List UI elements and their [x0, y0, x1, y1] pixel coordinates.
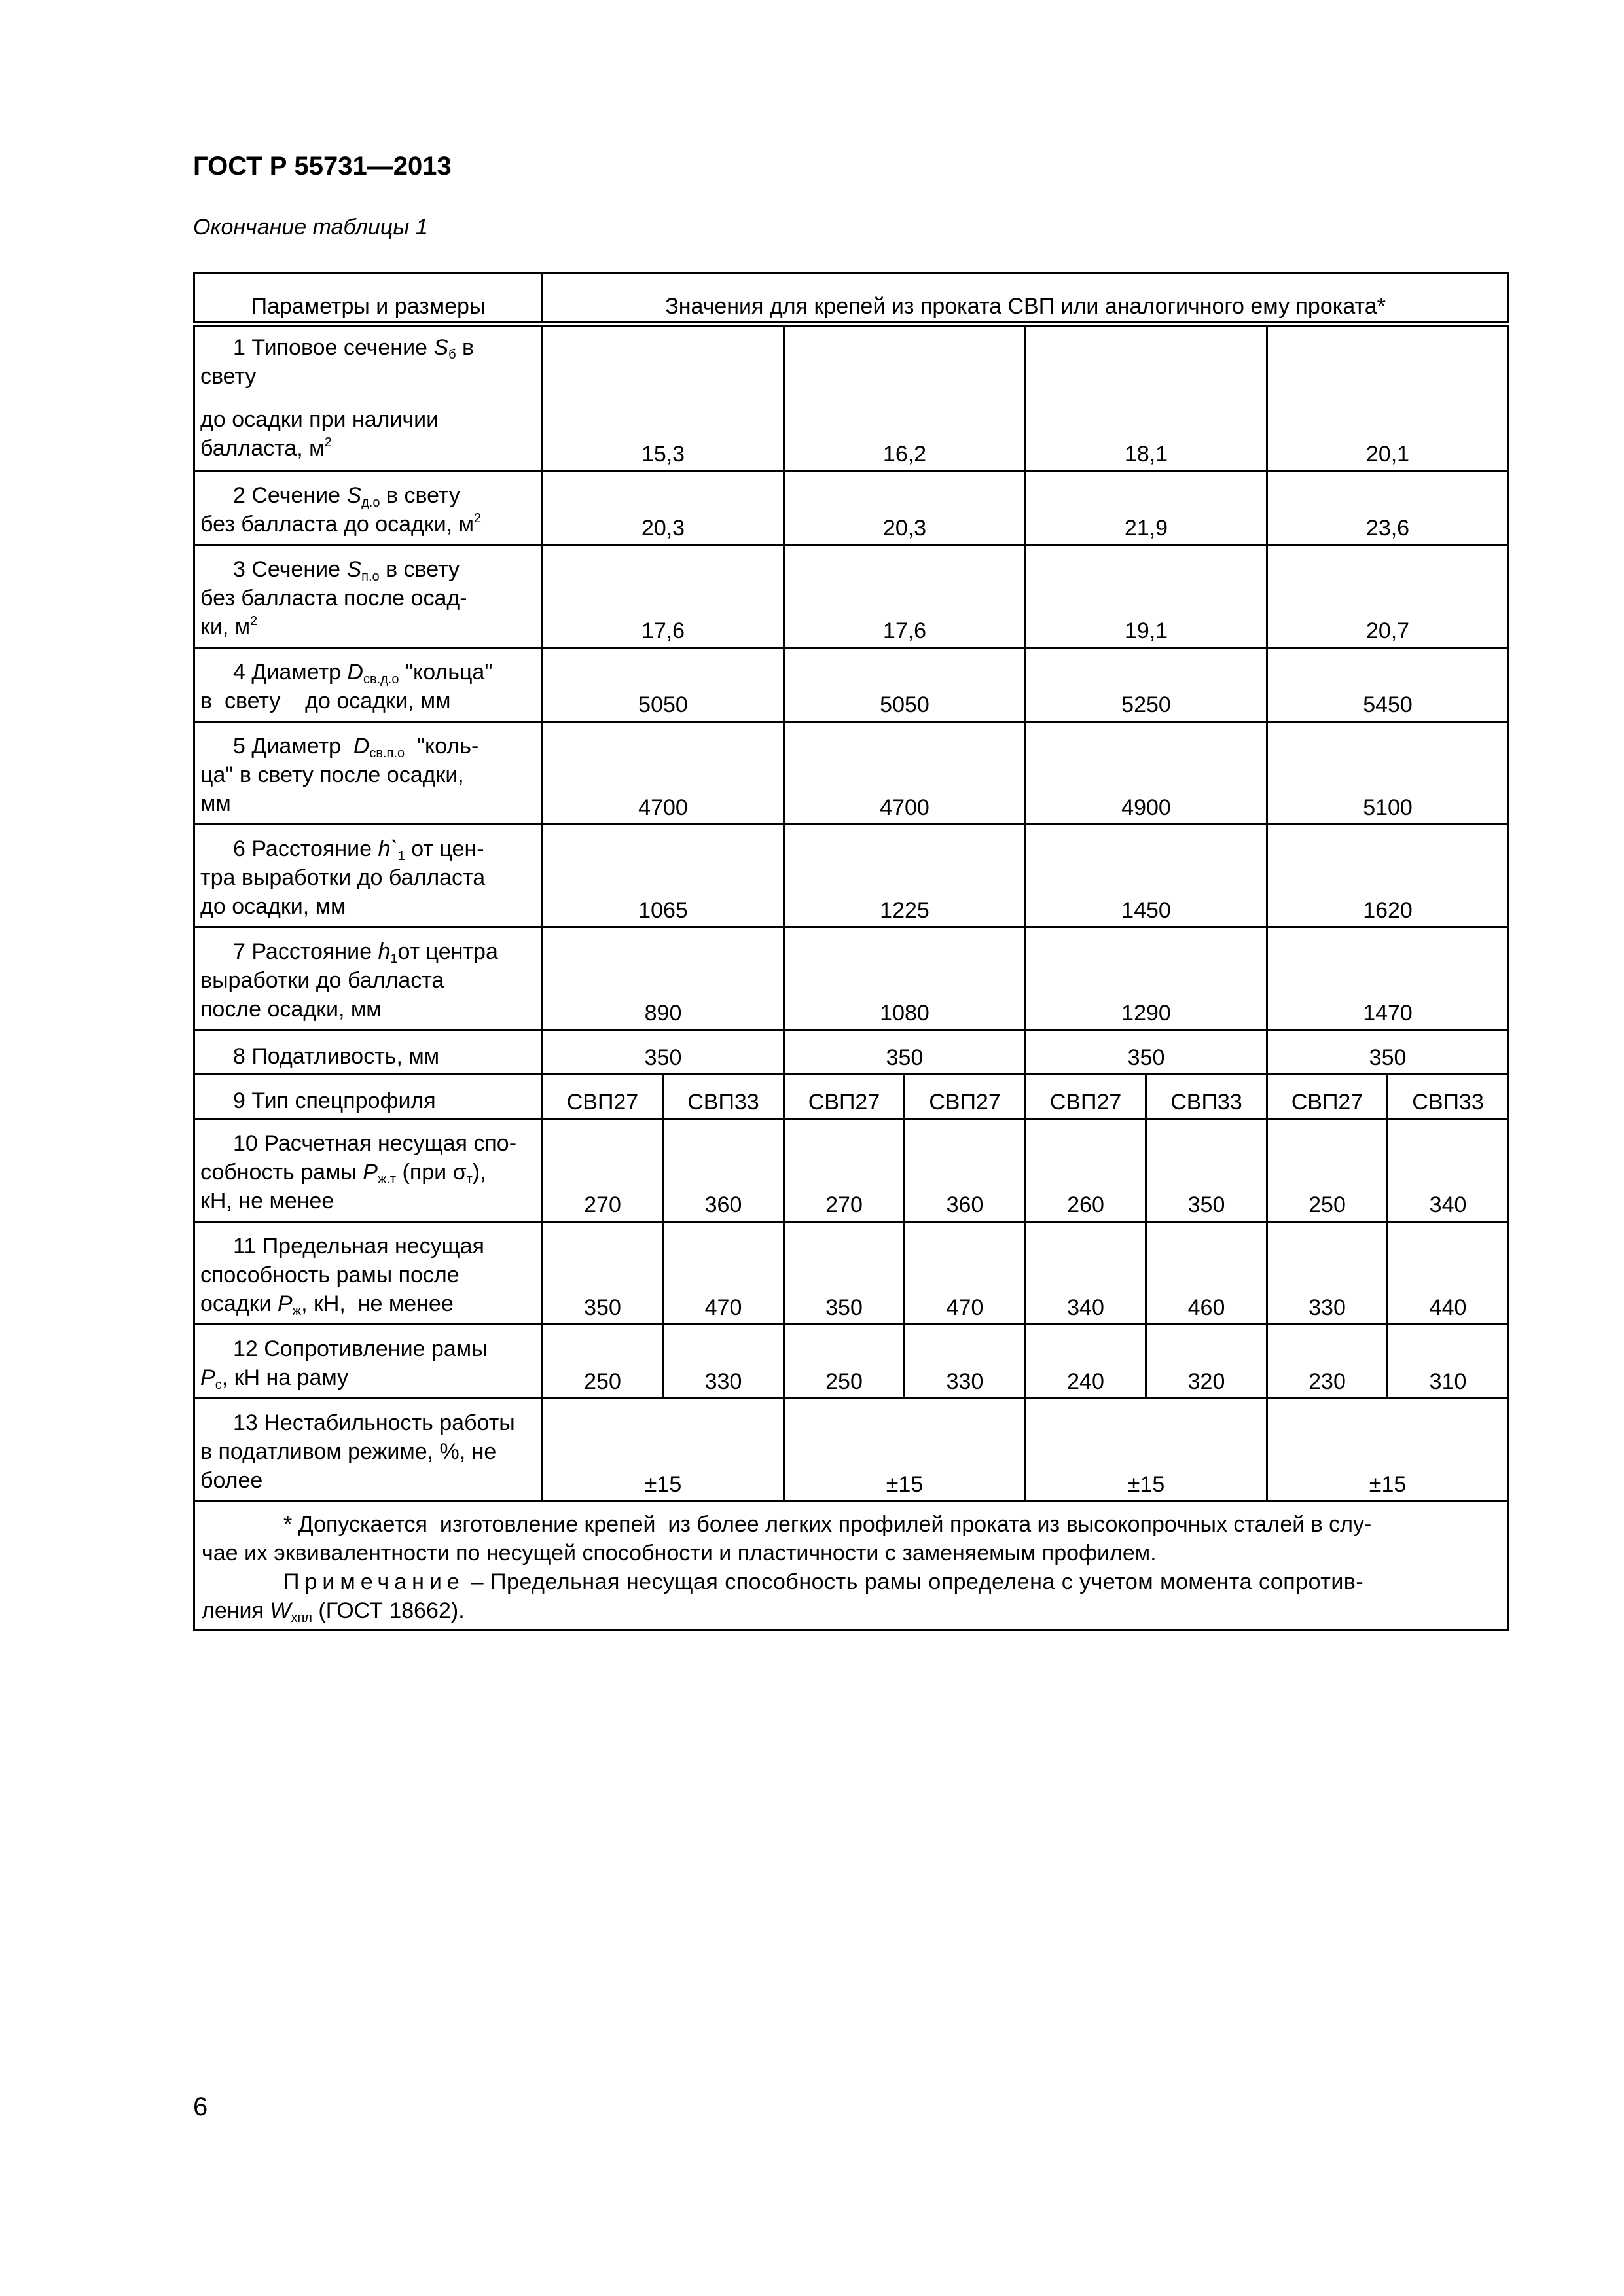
row10-value: 360	[663, 1119, 784, 1222]
parameters-table	[193, 272, 1509, 1631]
row4-value: 5250	[1026, 648, 1267, 722]
table-note	[194, 1501, 1509, 1630]
row8-param: 8 Податливость, мм	[194, 1030, 543, 1075]
table-row	[194, 648, 1509, 722]
table-caption: Окончание таблицы 1	[193, 215, 428, 240]
row7-value: 1290	[1026, 927, 1267, 1030]
row5-param: 5 Диаметр $D_{св.п.о}$ "коль- ца" в свету после осадки, мм	[194, 722, 543, 825]
row7-value: 1470	[1267, 927, 1509, 1030]
table-row	[194, 927, 1509, 1030]
row1-value: 15,3	[543, 324, 784, 471]
row13-value: ±15	[784, 1399, 1026, 1501]
row11-value: 350	[543, 1222, 663, 1325]
row4-value: 5050	[784, 648, 1026, 722]
row12-value: 320	[1146, 1325, 1267, 1399]
row5-value: 4700	[543, 722, 784, 825]
row9-value: СВП33	[1388, 1075, 1509, 1119]
row6-param: 6 Расстояние $h`_1$ от цен- тра выработки до балласта до осадки, мм	[194, 825, 543, 927]
table-row	[194, 471, 1509, 545]
table-row	[194, 545, 1509, 648]
row12-param: 12 Сопротивление рамы $P_с$, кН на раму	[194, 1325, 543, 1399]
table-row	[194, 825, 1509, 927]
table-row	[194, 1119, 1509, 1222]
row5-value: 4700	[784, 722, 1026, 825]
row8-value: 350	[1267, 1030, 1509, 1075]
row10-value: 270	[784, 1119, 905, 1222]
row3-param: 3 Сечение $S_{п.о}$ в свету без балласта после осад- ки, $м^2$	[194, 545, 543, 648]
row10-value: 350	[1146, 1119, 1267, 1222]
row8-value: 350	[1026, 1030, 1267, 1075]
row1-value: 16,2	[784, 324, 1026, 471]
row10-value: 260	[1026, 1119, 1146, 1222]
note-line: Примечание – Предельная несущая способность рамы определена с учетом момента сопротив-	[283, 1570, 1364, 1594]
row7-value: 890	[543, 927, 784, 1030]
document-header: ГОСТ Р 55731—2013	[193, 152, 452, 181]
row13-param: 13 Нестабильность работы в податливом режиме, %, не более	[194, 1399, 543, 1501]
row7-param: 7 Расстояние $h_1от$ центра выработки до балласта после осадки, мм	[194, 927, 543, 1030]
row12-value: 240	[1026, 1325, 1146, 1399]
row11-value: 340	[1026, 1222, 1146, 1325]
table-header-row	[194, 273, 1509, 324]
row1-value: 20,1	[1267, 324, 1509, 471]
header-values-cell: Значения для крепей из проката СВП или аналогичного ему проката*	[543, 273, 1509, 324]
row4-param: 4 Диаметр $D_{св.д.о}$ "кольца" в свету до осадки, мм	[194, 648, 543, 722]
row12-value: 330	[905, 1325, 1026, 1399]
row12-value: 330	[663, 1325, 784, 1399]
row9-value: СВП27	[1026, 1075, 1146, 1119]
table-row	[194, 324, 1509, 471]
note-label: Примечание	[283, 1570, 465, 1594]
row10-value: 340	[1388, 1119, 1509, 1222]
row6-value: 1450	[1026, 825, 1267, 927]
header-param-cell: Параметры и размеры	[194, 273, 543, 324]
row11-value: 330	[1267, 1222, 1388, 1325]
row9-value: СВП33	[1146, 1075, 1267, 1119]
row2-value: 20,3	[543, 471, 784, 545]
row12-value: 250	[543, 1325, 663, 1399]
row6-value: 1225	[784, 825, 1026, 927]
table-row	[194, 1222, 1509, 1325]
row3-value: 17,6	[543, 545, 784, 648]
row5-value: 5100	[1267, 722, 1509, 825]
row8-value: 350	[784, 1030, 1026, 1075]
row9-value: СВП33	[663, 1075, 784, 1119]
row13-value: ±15	[1026, 1399, 1267, 1501]
row2-value: 20,3	[784, 471, 1026, 545]
row11-param: 11 Предельная несущая способность рамы после осадки $P_ж$, кН, не менее	[194, 1222, 543, 1325]
page-number: 6	[193, 2092, 208, 2121]
row5-value: 4900	[1026, 722, 1267, 825]
row10-value: 250	[1267, 1119, 1388, 1222]
row4-value: 5450	[1267, 648, 1509, 722]
row7-value: 1080	[784, 927, 1026, 1030]
row1-value: 18,1	[1026, 324, 1267, 471]
row10-value: 360	[905, 1119, 1026, 1222]
row3-value: 19,1	[1026, 545, 1267, 648]
row12-value: 250	[784, 1325, 905, 1399]
row2-param: 2 Сечение $S_{д.о}$ в свету без балласта до осадки, $м^2$	[194, 471, 543, 545]
row9-value: СВП27	[905, 1075, 1026, 1119]
row9-value: СВП27	[543, 1075, 663, 1119]
table-row	[194, 1075, 1509, 1119]
footnote-line: чае их эквивалентности по несущей способности и пластичности с заменяемым профилем.	[202, 1541, 1157, 1566]
row8-value: 350	[543, 1030, 784, 1075]
row10-param: 10 Расчетная несущая спо- собность рамы $P_{ж.т}$ (при $\sigma_т$), кН, не менее	[194, 1119, 543, 1222]
row11-value: 460	[1146, 1222, 1267, 1325]
footnote-line: * Допускается изготовление крепей из более легких профилей проката из высокопрочных сталей в слу-	[283, 1512, 1372, 1537]
row6-value: 1620	[1267, 825, 1509, 927]
row12-value: 310	[1388, 1325, 1509, 1399]
row12-value: 230	[1267, 1325, 1388, 1399]
row9-value: СВП27	[784, 1075, 905, 1119]
table-row	[194, 1399, 1509, 1501]
row11-value: 440	[1388, 1222, 1509, 1325]
row11-value: 470	[663, 1222, 784, 1325]
table-row	[194, 722, 1509, 825]
row2-value: 23,6	[1267, 471, 1509, 545]
row11-value: 470	[905, 1222, 1026, 1325]
row10-value: 270	[543, 1119, 663, 1222]
table-note-row	[194, 1501, 1509, 1630]
row4-value: 5050	[543, 648, 784, 722]
table-row	[194, 1325, 1509, 1399]
row13-value: ±15	[543, 1399, 784, 1501]
row2-value: 21,9	[1026, 471, 1267, 545]
row6-value: 1065	[543, 825, 784, 927]
row9-value: СВП27	[1267, 1075, 1388, 1119]
row1-param: 1 Типовое сечение $S_б$ в свету до осадки при наличии балласта, $м^2$	[194, 324, 543, 471]
row11-value: 350	[784, 1222, 905, 1325]
row3-value: 20,7	[1267, 545, 1509, 648]
table-row	[194, 1030, 1509, 1075]
row13-value: ±15	[1267, 1399, 1509, 1501]
row9-param: 9 Тип спецпрофиля	[194, 1075, 543, 1119]
note-line: ления $W_{хпл}$ (ГОСТ 18662).	[202, 1598, 465, 1625]
row3-value: 17,6	[784, 545, 1026, 648]
